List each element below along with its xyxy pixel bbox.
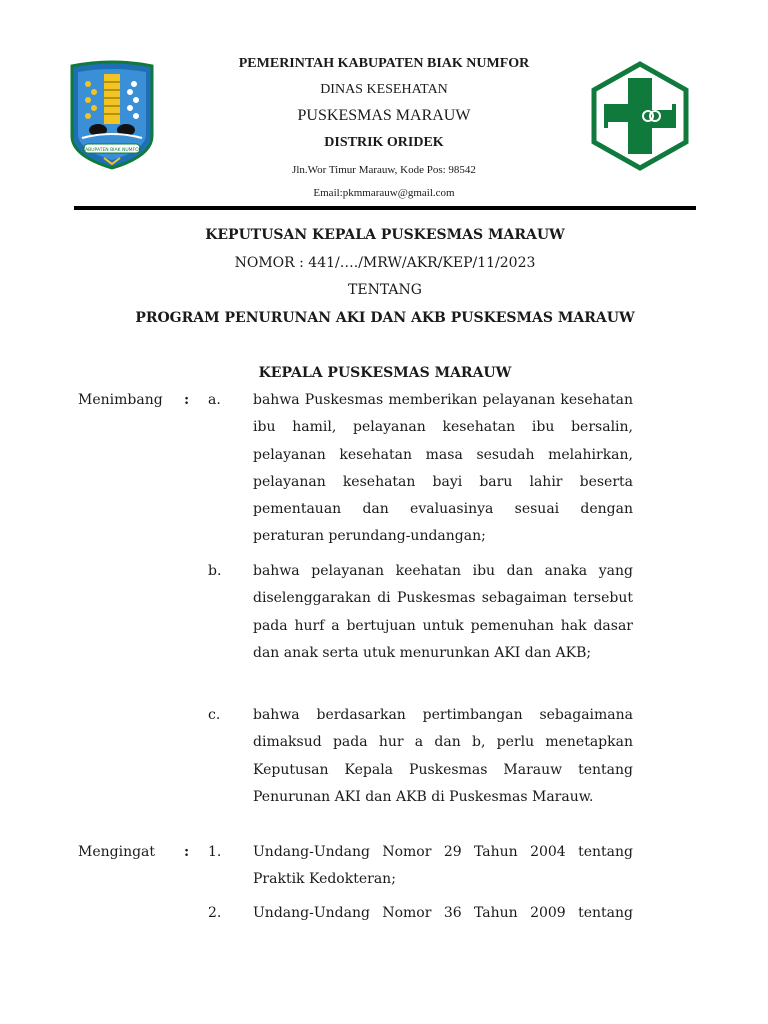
letterhead-divider [74,206,696,210]
menimbang-item-marker: b. [208,563,222,579]
menimbang-item-text: bahwa berdasarkan pertimbangan sebagaimana dimaksud pada hur a dan b, perlu menetapkan Keputusan Kepala Puskesmas Marauw tentang Penurunan AKI dan AKB di Puskesmas Marauw. [253,707,633,805]
mengingat-item-marker: 1. [208,844,222,860]
department-name: DINAS KESEHATAN [320,82,448,97]
menimbang-colon: : [184,392,190,408]
mengingat-item-text: Undang-Undang Nomor 29 Tahun 2004 tentang Praktik Kedokteran; [253,844,633,888]
biak-numfor-emblem-logo [68,60,156,170]
letterhead [160,52,608,200]
decree-heading: KEPUTUSAN KEPALA PUSKESMAS MARAUW [205,227,565,243]
menimbang-label: Menimbang [78,392,163,408]
menimbang-item-marker: a. [208,392,221,408]
menimbang-item-marker: c. [208,707,221,723]
decree-about: TENTANG [348,282,422,298]
mengingat-label: Mengingat [78,844,156,860]
menimbang-item-text: bahwa pelayanan keehatan ibu dan anaka yang diselenggarakan di Puskesmas sebagaiman tersebut pada hurf a bertujuan untuk pemenuhan hak dasar dan anak serta utuk menurunkan AKI dan AKB; [253,563,633,661]
menimbang-item-text: bahwa Puskesmas memberikan pelayanan kesehatan ibu hamil, pelayanan kesehatan ibu bersalin, pelayanan kesehatan masa sesudah melahirkan, pelayanan kesehatan bayi baru lahir beserta pementauan dan evaluasinya sesuai dengan peraturan perundang-undangan; [253,392,633,545]
mengingat-item-text: Undang-Undang Nomor 36 Tahun 2009 tentang [253,905,633,921]
email-line: Email:pkmmarauw@gmail.com [313,187,455,199]
svg-text:KABUPATEN BIAK NUMFOR: KABUPATEN BIAK NUMFOR [82,148,142,153]
decree-issuer: KEPALA PUSKESMAS MARAUW [258,365,512,381]
mengingat-item-marker: 2. [208,905,222,921]
decree-subject: PROGRAM PENURUNAN AKI DAN AKB PUSKESMAS MARAUW [135,310,635,326]
government-name: PEMERINTAH KABUPATEN BIAK NUMFOR [238,56,530,71]
address-line: Jln.Wor Timur Marauw, Kode Pos: 98542 [292,164,476,176]
mengingat-colon: : [184,844,190,860]
puskesmas-name: PUSKESMAS MARAUW [297,107,471,124]
district-name: DISTRIK ORIDEK [324,135,444,150]
decree-number: NOMOR : 441/…./MRW/AKR/KEP/11/2023 [234,255,536,271]
